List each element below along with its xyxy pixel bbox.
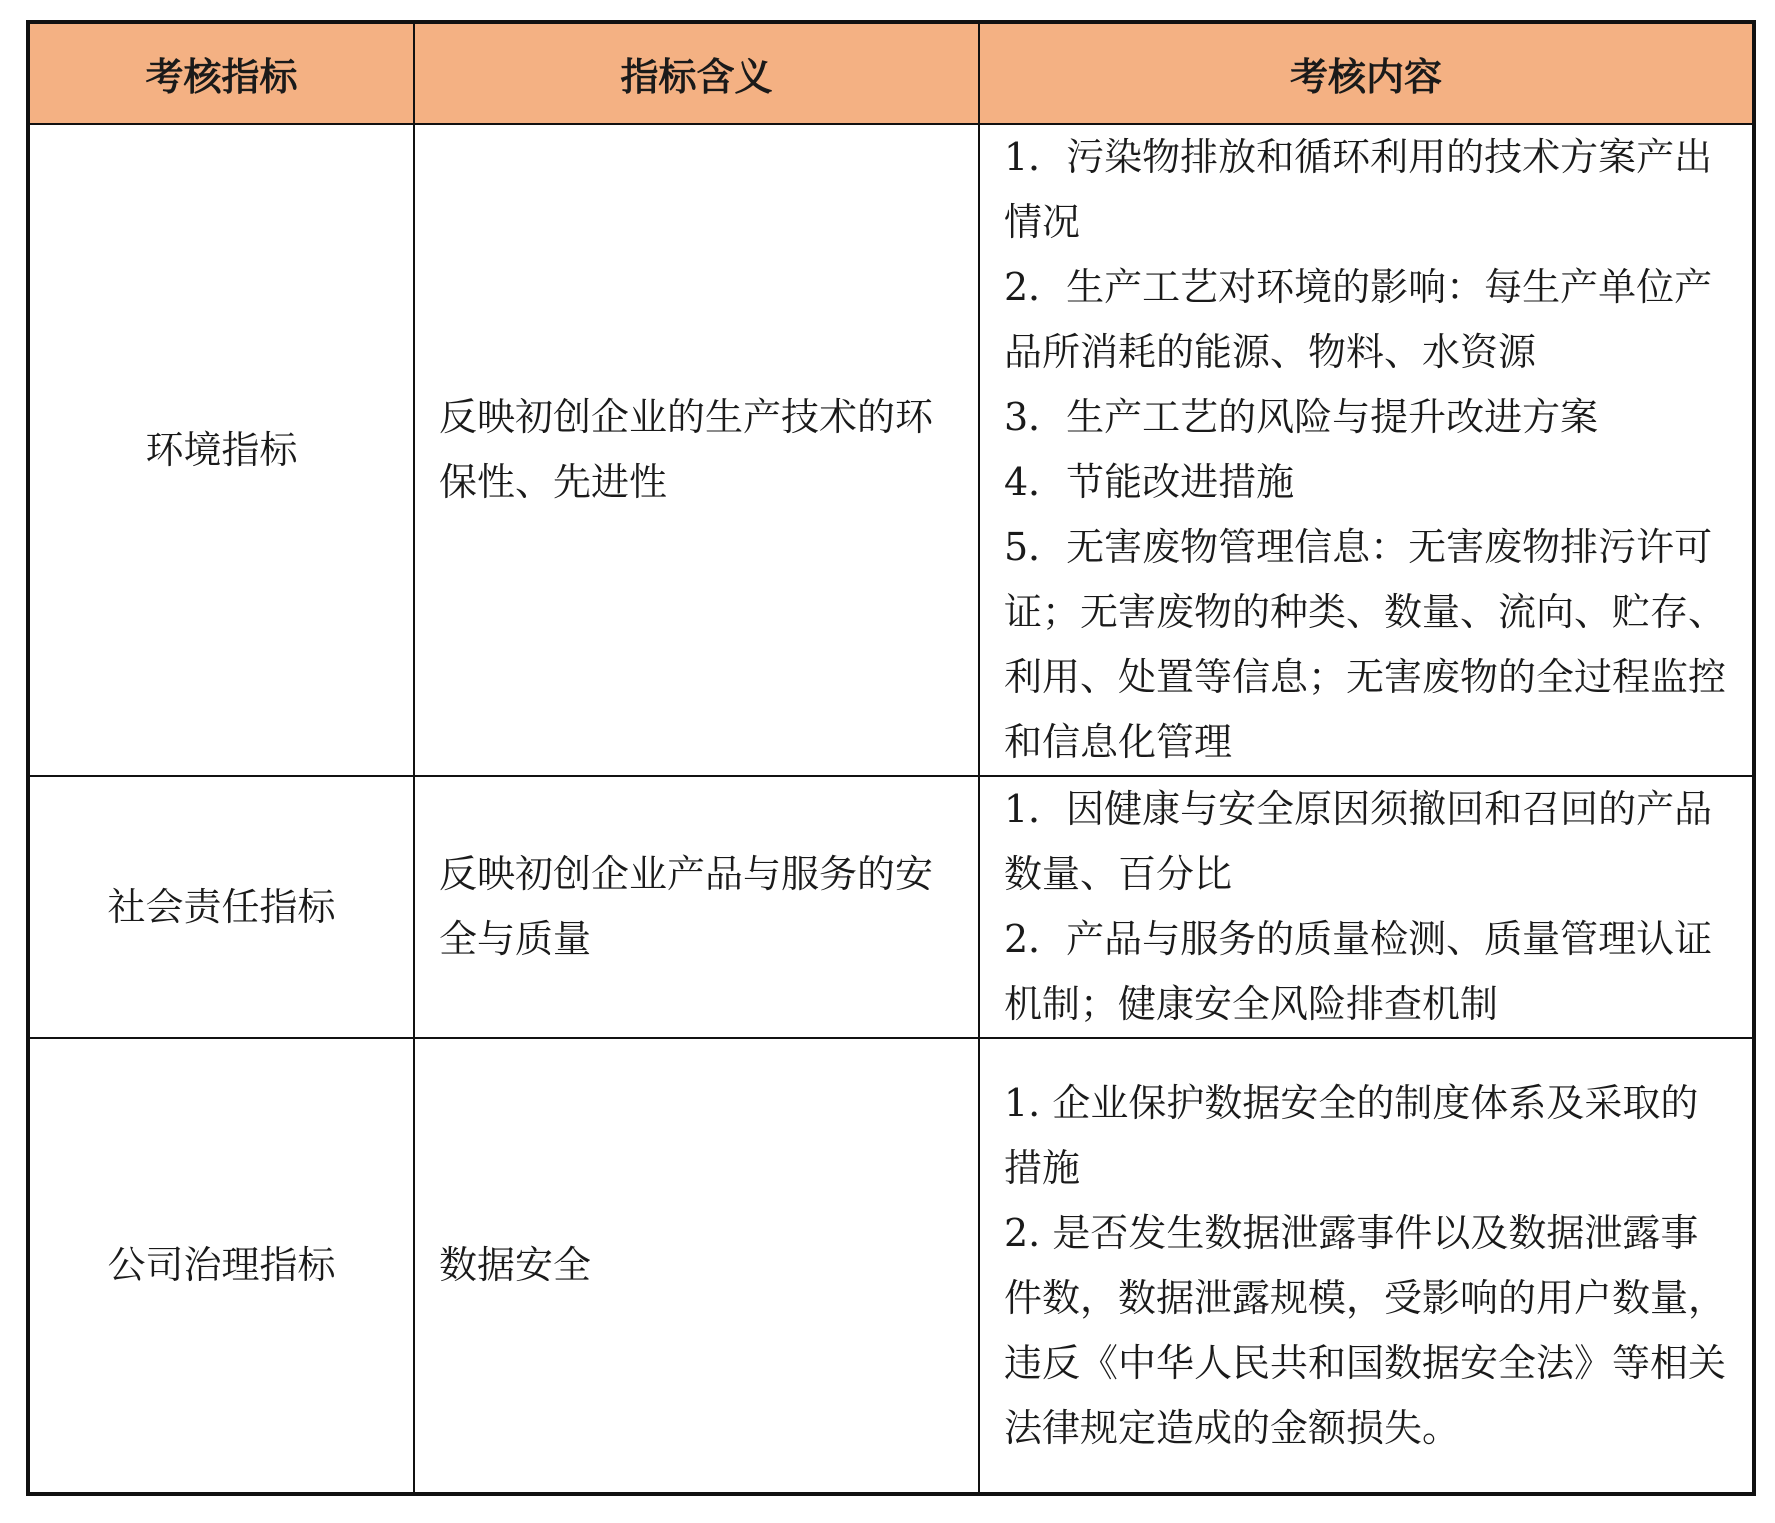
- header-meaning: 指标含义: [414, 22, 979, 124]
- meaning-cell: 反映初创企业的生产技术的环保性、先进性: [414, 124, 979, 776]
- content-item: 3．生产工艺的风险与提升改进方案: [1004, 395, 1599, 439]
- esg-indicator-table: [26, 20, 1756, 1496]
- indicator-cell: 公司治理指标: [28, 1038, 414, 1494]
- content-cell: [979, 1038, 1754, 1494]
- content-cell: [979, 124, 1754, 776]
- table-body: [28, 124, 1754, 1494]
- meaning-cell: 反映初创企业产品与服务的安全与质量: [414, 776, 979, 1038]
- table-row-governance: [28, 1038, 1754, 1494]
- content-item: 1．因健康与安全原因须撤回和召回的产品数量、百分比: [1004, 787, 1713, 896]
- indicator-cell: 环境指标: [28, 124, 414, 776]
- content-item: 5．无害废物管理信息：无害废物排污许可证；无害废物的种类、数量、流向、贮存、利用、处置等信息；无害废物的全过程监控和信息化管理: [1004, 525, 1727, 764]
- content-item: 2．产品与服务的质量检测、质量管理认证机制；健康安全风险排查机制: [1004, 917, 1713, 1026]
- table-row-environment: [28, 124, 1754, 776]
- indicator-cell: 社会责任指标: [28, 776, 414, 1038]
- content-item: 2. 是否发生数据泄露事件以及数据泄露事件数，数据泄露规模，受影响的用户数量，违反《中华人民共和国数据安全法》等相关法律规定造成的金额损失。: [1004, 1210, 1727, 1450]
- content-item: 4．节能改进措施: [1004, 460, 1295, 504]
- content-item: 1. 企业保护数据安全的制度体系及采取的措施: [1004, 1080, 1699, 1190]
- header-row: [28, 22, 1754, 124]
- table-header: [28, 22, 1754, 124]
- table-row-social: [28, 776, 1754, 1038]
- content-cell: [979, 776, 1754, 1038]
- header-indicator: 考核指标: [28, 22, 414, 124]
- header-content: 考核内容: [979, 22, 1754, 124]
- content-item: 1．污染物排放和循环利用的技术方案产出情况: [1004, 135, 1713, 244]
- content-item: 2．生产工艺对环境的影响：每生产单位产品所消耗的能源、物料、水资源: [1004, 265, 1713, 374]
- meaning-cell: 数据安全: [414, 1038, 979, 1494]
